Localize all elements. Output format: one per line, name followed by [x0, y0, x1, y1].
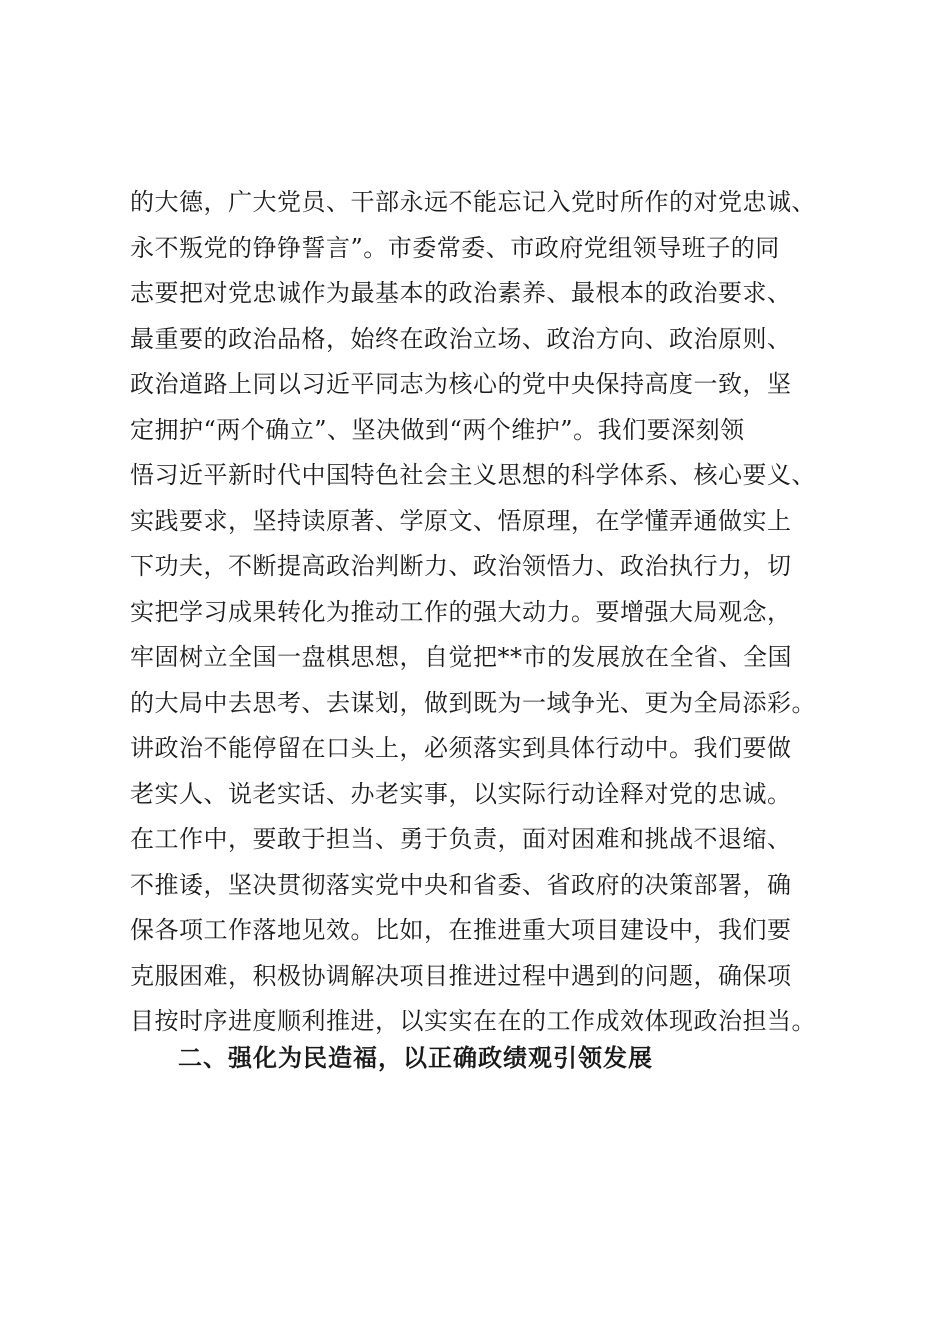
- paragraph-line: 保各项工作落地见效。比如，在推进重大项目建设中，我们要: [130, 916, 792, 944]
- paragraph-line: 志要把对党忠诚作为最基本的政治素养、最根本的政治要求、: [130, 279, 792, 307]
- paragraph-line: 政治道路上同以习近平同志为核心的党中央保持高度一致，坚: [130, 370, 792, 398]
- paragraph-line: 最重要的政治品格，始终在政治立场、政治方向、政治原则、: [130, 324, 792, 353]
- paragraph-line: 永不叛党的铮铮誓言”。市委常委、市政府党组领导班子的同: [130, 233, 780, 262]
- paragraph-line: 悟习近平新时代中国特色社会主义思想的科学体系、核心要义、: [130, 461, 816, 489]
- paragraph-line: 实践要求，坚持读原著、学原文、悟原理，在学懂弄通做实上: [130, 506, 792, 535]
- paragraph-line: 老实人、说老实话、办老实事，以实际行动诠释对党的忠诚。: [130, 779, 792, 808]
- paragraph-line: 的大局中去思考、去谋划，做到既为一域争光、更为全局添彩。: [130, 688, 816, 717]
- paragraph-line: 目按时序进度顺利推进，以实实在在的工作成效体现政治担当。: [130, 1007, 816, 1035]
- paragraph-line: 实把学习成果转化为推动工作的强大动力。要增强大局观念，: [130, 597, 792, 626]
- paragraph-line: 克服困难，积极协调解决项目推进过程中遇到的问题，确保项: [130, 961, 792, 990]
- paragraph-line: 讲政治不能停留在口头上，必须落实到具体行动中。我们要做: [130, 734, 792, 762]
- paragraph-line: 下功夫，不断提高政治判断力、政治领悟力、政治执行力，切: [130, 552, 792, 580]
- body-paragraph: [130, 180, 850, 1045]
- paragraph-line: 不推诿，坚决贯彻落实党中央和省委、省政府的决策部署，确: [130, 870, 792, 899]
- paragraph-line: 的大德，广大党员、干部永远不能忘记入党时所作的对党忠诚、: [130, 188, 816, 216]
- section-heading: 二、强化为民造福，以正确政绩观引领发展: [178, 1043, 653, 1072]
- paragraph-line: 在工作中，要敢于担当、勇于负责，面对困难和挑战不退缩、: [130, 825, 792, 853]
- paragraph-line: 牢固树立全国一盘棋思想，自觉把**市的发展放在全省、全国: [130, 643, 792, 671]
- paragraph-line: 定拥护“两个确立”、坚决做到“两个维护”。我们要深刻领: [130, 415, 745, 444]
